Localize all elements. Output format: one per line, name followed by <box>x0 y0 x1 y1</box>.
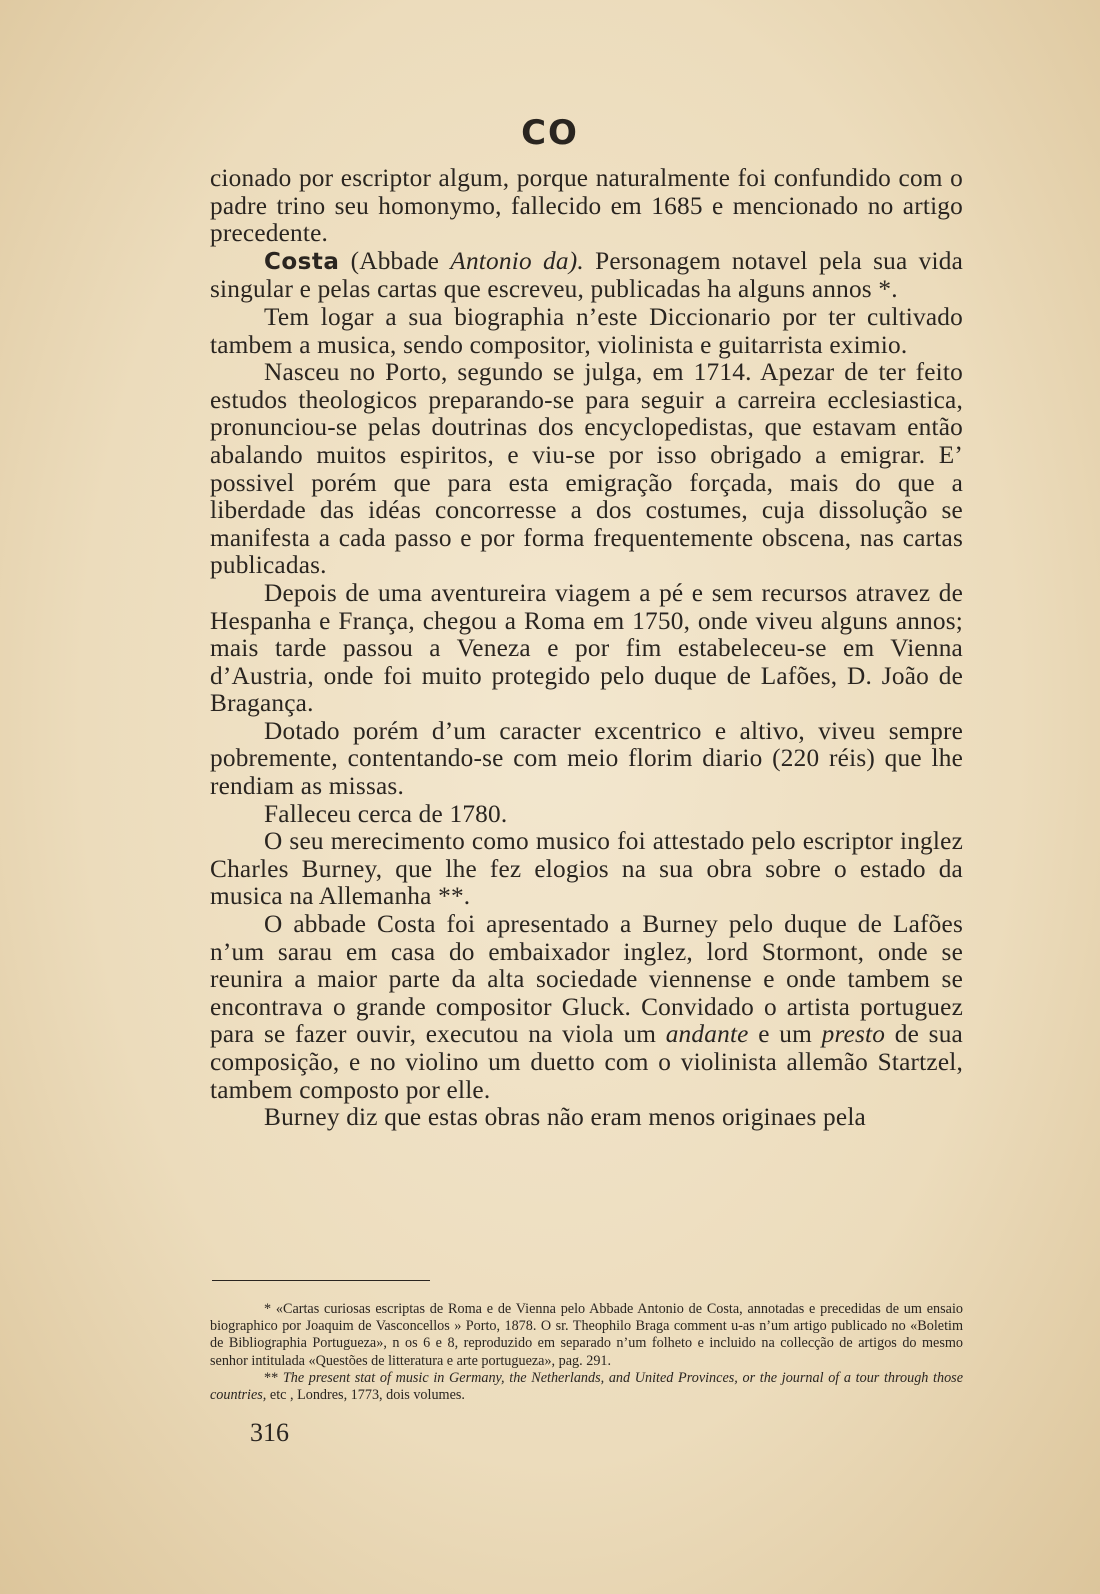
entry-paragraph <box>210 248 963 304</box>
entry-name: Antonio da). <box>450 246 584 275</box>
footnote-text: etc , Londres, 1773, dois volumes. <box>266 1387 465 1404</box>
paragraph: Burney diz que estas obras não eram menos originaes pela <box>264 1103 866 1132</box>
paragraph: Dotado porém d’um caracter excentrico e altivo, viveu sempre pobremente, contentando-se com meio florim diario (220 réis) que lhe rendiam as missas. <box>210 716 963 801</box>
italic-term: andante <box>665 1020 749 1049</box>
page-number: 316 <box>250 1418 289 1447</box>
paragraph <box>210 911 963 1104</box>
paragraph: Tem logar a sua biographia n’este Diccionario por ter cultivado tambem a musica, sendo compositor, violinista e guitarrista eximio. <box>210 302 963 359</box>
footnote-mark: ** <box>264 1369 283 1386</box>
text-run: O abbade Costa foi apresentado a Burney pelo duque de Lafões n’um sarau em casa do embaixador inglez, lord Stormont, onde se reunira a maior parte da alta sociedade viennense e onde tambem se encontrava o grande compositor Gluck. Convidado o artista portuguez para se fazer ouvir, executou na viola um <box>210 910 963 1049</box>
text-run: de sua composição, e no violino um duetto com o violinista allemão Startzel, tambem composto por elle. <box>210 1020 963 1104</box>
entry-headword: Costa <box>264 248 340 275</box>
running-head: CO <box>521 113 579 153</box>
footnote: * «Cartas curiosas escriptas de Roma e de Vienna pelo Abbade Antonio de Costa, annotadas e precedidas de um ensaio biographico por Joaquim de Vasconcellos » Porto, 1878. O sr. Theophilo Braga comment u-as n’um artigo publicado no «Boletim de Bibliographia Portugueza», n os 6 e 8, reproduzido em separado n’um folheto e incluido na collecção de artigos do mesmo senhor intitulada «Questões de litteratura e arte portugueza», pag. 291. <box>210 1301 963 1369</box>
footnote-rule <box>212 1280 430 1281</box>
entry-paren: (Abbade <box>339 246 451 275</box>
text-run: e um <box>748 1020 822 1049</box>
paragraph: Nasceu no Porto, segundo se julga, em 1714. Apezar de ter feito estudos theologicos preparando-se para seguir a carreira ecclesiastica, pronunciou-se pelas doutrinas dos encyclopedistas, que estavam então abalando muitos espiritos, e viu-se por isso obrigado a emigrar. E’ possivel porém que para esta emigração forçada, mais do que a liberdade das idéas concorresse a dos costumes, cuja dissolução se manifesta a cada passo e por forma frequentemente obscena, nas cartas publicadas. <box>210 358 963 580</box>
paragraph: cionado por escriptor algum, porque naturalmente foi confundido com o padre trino seu homonymo, fallecido em 1685 e mencionado no artigo precedente. <box>210 164 963 248</box>
entry-description: Personagem notavel pela sua vida singular e pelas cartas que escreveu, publicadas ha alguns annos *. <box>210 246 963 304</box>
footnote <box>210 1370 963 1404</box>
paragraph: Falleceu cerca de 1780. <box>264 799 508 828</box>
italic-term: presto <box>821 1020 886 1049</box>
paragraph: O seu merecimento como musico foi attestado pelo escriptor inglez Charles Burney, que lhe fez elogios na sua obra sobre o estado da musica na Allemanha **. <box>210 827 963 911</box>
footnotes <box>210 1301 963 1404</box>
footnote-title: The present stat of music in Germany, the Netherlands, and United Provinces, or the journal of a tour through those countries, <box>210 1369 963 1404</box>
paragraph: Depois de uma aventureira viagem a pé e sem recursos atravez de Hespanha e França, chegou a Roma em 1750, onde viveu alguns annos; mais tarde passou a Veneza e por fim estabeleceu-se em Vienna d’Austria, onde foi muito protegido pelo duque de Lafões, D. João de Bragança. <box>210 578 963 718</box>
main-text <box>210 165 963 1132</box>
